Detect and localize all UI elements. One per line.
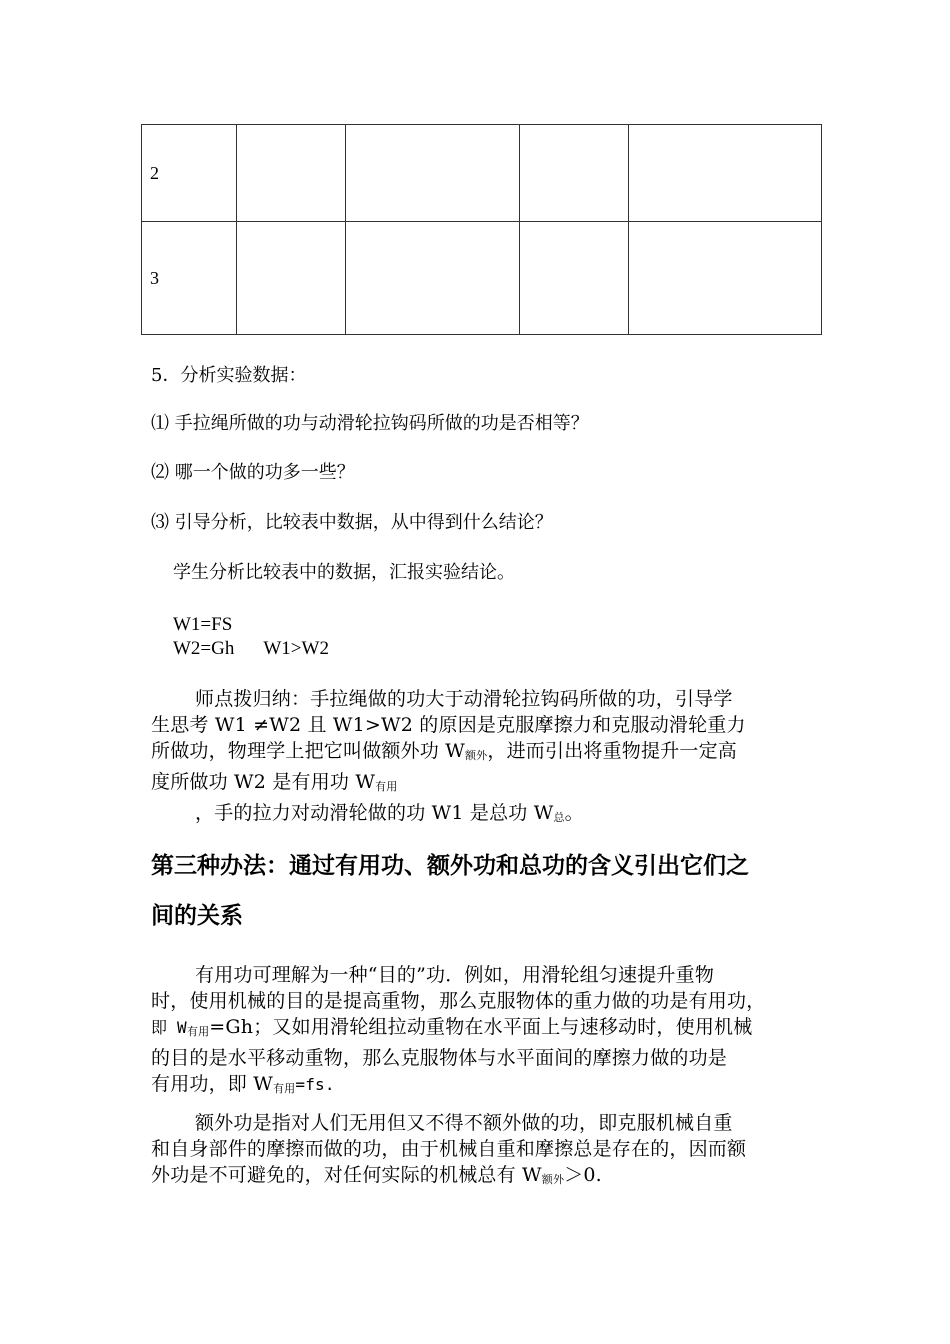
teacher-line-3-text: 所做功，物理学上把它叫做额外功 W — [151, 740, 465, 762]
teacher-line-3-rest: ，进而引出将重物提升一定高 — [487, 740, 737, 762]
table-cell — [520, 125, 629, 222]
table-cell — [346, 222, 520, 335]
table-cell — [237, 222, 346, 335]
teacher-line-4-text: 度所做功 W2 是有用功 W — [151, 771, 376, 793]
table-cell — [346, 125, 520, 222]
question-3: ⑶ 引导分析，比较表中数据，从中得到什么结论？ — [151, 512, 553, 533]
useful-line-3 — [151, 1014, 811, 1045]
teacher-summary — [151, 686, 811, 831]
useful-line-3-rest: =Gh；又如用滑轮组拉动重物在水平面上与速移动时，使用机械 — [209, 1016, 753, 1038]
table-row — [142, 125, 822, 222]
teacher-line-5-rest: 。 — [564, 802, 584, 824]
teacher-line-5-text: ，手的拉力对动滑轮做的功 W1 是总功 W — [195, 802, 554, 824]
extra-line-1: 额外功是指对人们无用但又不得不额外做的功，即克服机械自重 — [195, 1112, 733, 1134]
subscript-extra: 额外 — [541, 1173, 565, 1186]
section-heading-line-2: 间的关系 — [151, 903, 243, 929]
extra-line-2: 和自身部件的摩擦而做的功，由于机械自重和摩擦总是存在的，因而额 — [151, 1138, 747, 1160]
subscript-total: 总 — [553, 811, 565, 824]
useful-line-5-text: 有用功，即 W — [151, 1073, 273, 1095]
section-5-title: 5．分析实验数据： — [151, 365, 307, 386]
equation-w2 — [173, 637, 329, 661]
useful-line-5-rest: =fs. — [295, 1075, 335, 1094]
equation-w2-text: W2=Gh — [173, 638, 235, 659]
table-cell: 2 — [142, 125, 237, 222]
equation-w1: W1=FS — [173, 614, 233, 635]
useful-line-1: 有用功可理解为一种“目的”功．例如，用滑轮组匀速提升重物 — [195, 964, 715, 986]
student-statement: 学生分析比较表中的数据，汇报实验结论。 — [173, 562, 515, 583]
table-cell — [629, 125, 822, 222]
extra-work-paragraph — [151, 1110, 811, 1193]
table-cell: 3 — [142, 222, 237, 335]
section-heading-line-1: 第三种办法：通过有用功、额外功和总功的含义引出它们之 — [151, 853, 749, 879]
useful-line-4: 的目的是水平移动重物，那么克服物体与水平面间的摩擦力做的功是 — [151, 1047, 728, 1069]
useful-work-paragraph — [151, 962, 811, 1102]
subscript-useful: 有用 — [272, 1082, 296, 1095]
table-cell — [237, 125, 346, 222]
useful-line-3-text: 即 W — [151, 1018, 187, 1037]
extra-line-3-rest: ＞0. — [564, 1164, 602, 1186]
teacher-line-1: 师点拨归纳：手拉绳做的功大于动滑轮拉钩码所做的功，引导学 — [195, 688, 733, 710]
table-row — [142, 222, 822, 335]
equation-comparison: W1>W2 — [263, 638, 329, 659]
subscript-useful: 有用 — [375, 780, 398, 793]
teacher-line-4 — [151, 769, 811, 800]
data-table — [141, 124, 822, 335]
teacher-line-3 — [151, 738, 811, 769]
subscript-extra: 额外 — [464, 749, 488, 762]
question-2: ⑵ 哪一个做的功多一些？ — [151, 462, 355, 483]
subscript-useful: 有用 — [186, 1025, 210, 1038]
table-cell — [520, 222, 629, 335]
extra-line-3-text: 外功是不可避免的，对任何实际的机械总有 W — [151, 1164, 542, 1186]
teacher-line-2: 生思考 W1 ≠W2 且 W1>W2 的原因是克服摩擦力和克服动滑轮重力 — [151, 714, 746, 736]
useful-line-2: 时，使用机械的目的是提高重物，那么克服物体的重力做的功是有用功， — [151, 990, 766, 1012]
extra-line-3 — [151, 1162, 811, 1193]
table-cell — [629, 222, 822, 335]
useful-line-5 — [151, 1071, 811, 1102]
question-1: ⑴ 手拉绳所做的功与动滑轮拉钩码所做的功是否相等？ — [151, 413, 589, 434]
teacher-line-5 — [151, 800, 811, 831]
